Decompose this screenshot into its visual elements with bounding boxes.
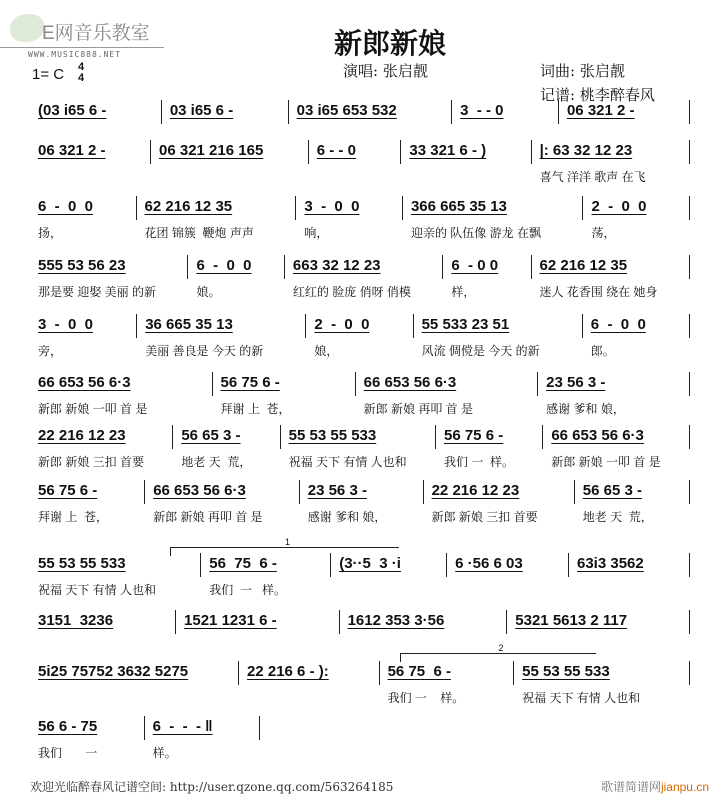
volta-2 bbox=[400, 643, 596, 662]
lyric: 祝福 天下 有情 人也和 bbox=[38, 583, 157, 597]
volta-label: 2 bbox=[498, 643, 504, 653]
measure: 3151 3236 bbox=[30, 610, 176, 634]
measure-column bbox=[30, 196, 137, 240]
lyric: 地老 天 荒， bbox=[181, 455, 252, 469]
score-line bbox=[30, 196, 690, 240]
footer-text: 欢迎光临醉春风记谱空间: http://user.qzone.qq.com/563264185 bbox=[30, 780, 394, 794]
measure-column bbox=[30, 100, 162, 130]
measure-column bbox=[356, 372, 539, 416]
measure: 62 216 12 35 bbox=[137, 196, 297, 220]
measure-column bbox=[145, 480, 300, 524]
measure-column bbox=[30, 314, 137, 358]
measure-column bbox=[137, 314, 306, 358]
measure: 22 216 12 23 bbox=[424, 480, 575, 504]
measure-column bbox=[414, 314, 583, 358]
measure-column bbox=[507, 610, 690, 640]
singer: 演唱: 张启靓 bbox=[343, 62, 428, 80]
measure-column bbox=[331, 553, 447, 597]
measure: 55 53 55 533 bbox=[514, 661, 690, 685]
measure: 6 - 0 0 bbox=[583, 314, 690, 338]
measure-column bbox=[538, 372, 690, 416]
score-line bbox=[30, 716, 260, 760]
logo-text: E网音乐教室 bbox=[42, 23, 150, 44]
lyric: 我们 一 样。 bbox=[387, 691, 465, 705]
watermark bbox=[601, 778, 709, 795]
measure: 66 653 56 6·3 bbox=[543, 425, 690, 449]
measure-column bbox=[452, 100, 559, 130]
measure-column bbox=[213, 372, 356, 416]
measure-column bbox=[559, 100, 690, 130]
measure: 5i25 75752 3632 5275 bbox=[30, 661, 239, 685]
measure: 36 665 35 13 bbox=[137, 314, 306, 338]
measure: 03 i65 6 - bbox=[162, 100, 289, 124]
measure: 23 56 3 - bbox=[538, 372, 690, 396]
measure-column bbox=[436, 425, 543, 469]
measure: 2 - 0 0 bbox=[583, 196, 690, 220]
measure: 2 - 0 0 bbox=[306, 314, 413, 338]
measure: 55 533 23 51 bbox=[414, 314, 583, 338]
measure-column bbox=[401, 140, 531, 184]
lyric: 花团 锦簇 鞭炮 声声 bbox=[144, 226, 254, 240]
measure-column bbox=[296, 196, 403, 240]
measure: 56 75 6 - bbox=[30, 480, 145, 504]
lyric: 娘， bbox=[314, 344, 339, 358]
measure-column bbox=[306, 314, 413, 358]
measure: 56 6 - 75 bbox=[30, 716, 145, 740]
measure: 62 216 12 35 bbox=[532, 255, 690, 279]
measure-column bbox=[30, 610, 176, 640]
score-line bbox=[30, 610, 690, 640]
score-line bbox=[30, 314, 690, 358]
time-sig-top: 4 bbox=[78, 61, 85, 73]
score-line bbox=[30, 661, 690, 705]
lyric: 新郎 新娘 一叩 首 是 bbox=[551, 455, 661, 469]
volta-1 bbox=[170, 537, 399, 556]
divider bbox=[0, 47, 164, 48]
lyric: 喜气 洋洋 歌声 在飞 bbox=[539, 170, 646, 184]
lyric: 拜谢 上 苍， bbox=[38, 510, 109, 524]
measure-column bbox=[201, 553, 331, 597]
measure: 366 665 35 13 bbox=[403, 196, 584, 220]
measure-column bbox=[424, 480, 575, 524]
lyric: 那是要 迎娶 美丽 的新 bbox=[38, 285, 157, 299]
measure-column bbox=[281, 425, 436, 469]
measure: 06 321 216 165 bbox=[151, 140, 309, 164]
lyric: 荡， bbox=[591, 226, 616, 240]
lyric: 新郎 新娘 三扣 首要 bbox=[38, 455, 145, 469]
measure: 56 65 3 - bbox=[173, 425, 280, 449]
measure-column bbox=[137, 196, 297, 240]
measure-column bbox=[340, 610, 508, 640]
score-line bbox=[30, 425, 690, 469]
measure-column bbox=[30, 372, 213, 416]
measure-column bbox=[285, 255, 443, 299]
measure: 06 321 2 - bbox=[30, 140, 151, 164]
measure-column bbox=[532, 140, 690, 184]
lyric: 郎。 bbox=[590, 344, 615, 358]
lyric: 扬， bbox=[38, 226, 63, 240]
transcriber: 记谱: 桃李醉春风 bbox=[540, 86, 655, 104]
measure: 3 - 0 0 bbox=[30, 314, 137, 338]
measure: 33 321 6 - ) bbox=[401, 140, 531, 164]
song-title: 新郎新娘 bbox=[334, 27, 447, 60]
measure-column bbox=[30, 716, 145, 760]
lyric: 红红的 脸庞 俏呀 俏模 bbox=[292, 285, 411, 299]
measure: (3··5 3 ·i bbox=[331, 553, 447, 577]
measure: 6 - 0 0 bbox=[30, 196, 137, 220]
measure: 663 32 12 23 bbox=[285, 255, 443, 279]
composer: 词曲: 张启靓 bbox=[540, 62, 625, 80]
measure: 56 75 6 - bbox=[380, 661, 515, 685]
measure: 66 653 56 6·3 bbox=[356, 372, 539, 396]
site-logo bbox=[6, 10, 166, 48]
lyric: 新郎 新娘 一叩 首 是 bbox=[38, 402, 148, 416]
lyric: 样， bbox=[451, 285, 476, 299]
measure-column bbox=[30, 140, 151, 184]
measure-column bbox=[30, 480, 145, 524]
measure: 6 - - - ‖ bbox=[145, 716, 260, 740]
measure: |: 63 32 12 23 bbox=[532, 140, 690, 164]
measure: 6 - 0 0 bbox=[443, 255, 531, 279]
measure: 66 653 56 6·3 bbox=[145, 480, 300, 504]
measure: 5321 5613 2 117 bbox=[507, 610, 690, 634]
key-signature: 1= C bbox=[32, 66, 65, 83]
measure: 22 216 6 - ): bbox=[239, 661, 380, 685]
watermark-en: jianpu.cn bbox=[660, 780, 709, 794]
lyric: 祝福 天下 有情 人也和 bbox=[288, 455, 407, 469]
measure-column bbox=[447, 553, 569, 597]
measure-column bbox=[239, 661, 380, 705]
measure-column bbox=[173, 425, 280, 469]
measure-column bbox=[443, 255, 531, 299]
measure-column bbox=[575, 480, 690, 524]
measure: 55 53 55 533 bbox=[281, 425, 436, 449]
measure-column bbox=[403, 196, 584, 240]
measure-column bbox=[380, 661, 515, 705]
measure: 6 - 0 0 bbox=[188, 255, 284, 279]
measure-column bbox=[30, 255, 188, 299]
measure-column bbox=[151, 140, 309, 184]
measure-column bbox=[583, 314, 690, 358]
score-line bbox=[30, 372, 690, 416]
lyric: 感谢 爹和 娘， bbox=[546, 402, 625, 416]
measure: 06 321 2 - bbox=[559, 100, 690, 124]
measure: 56 75 6 - bbox=[436, 425, 543, 449]
site-url: WWW.MUSIC888.NET bbox=[28, 50, 122, 59]
measure: 1612 353 3·56 bbox=[340, 610, 508, 634]
lyric: 响， bbox=[304, 226, 329, 240]
measure: 3 - - 0 bbox=[452, 100, 559, 124]
lyric: 迎亲的 队伍像 游龙 在飘 bbox=[410, 226, 541, 240]
lyric: 旁， bbox=[38, 344, 63, 358]
lyric: 娘。 bbox=[196, 285, 221, 299]
watermark-cn: 歌谱简谱网 bbox=[600, 780, 661, 794]
measure: 6 - - 0 bbox=[309, 140, 402, 164]
score-line bbox=[30, 553, 690, 597]
leaf-icon bbox=[10, 14, 44, 42]
lyric: 新郎 新娘 三扣 首要 bbox=[431, 510, 538, 524]
measure-column bbox=[30, 661, 239, 705]
lyric: 样。 bbox=[152, 746, 177, 760]
measure: 03 i65 653 532 bbox=[289, 100, 453, 124]
volta-label: 1 bbox=[285, 537, 291, 547]
measure-column bbox=[188, 255, 284, 299]
measure-column bbox=[289, 100, 453, 130]
lyric: 地老 天 荒， bbox=[582, 510, 653, 524]
lyric: 风流 倜傥是 今天 的新 bbox=[421, 344, 540, 358]
measure-column bbox=[162, 100, 289, 130]
lyric: 我们 一 样。 bbox=[209, 583, 286, 597]
measure: 23 56 3 - bbox=[300, 480, 424, 504]
measure-column bbox=[145, 716, 260, 760]
lyric: 新郎 新娘 再叩 首 是 bbox=[153, 510, 263, 524]
measure-column bbox=[514, 661, 690, 705]
measure-column bbox=[532, 255, 690, 299]
score-line bbox=[30, 255, 690, 299]
time-sig-bottom: 4 bbox=[78, 72, 85, 84]
lyric: 祝福 天下 有情 人也和 bbox=[522, 691, 641, 705]
measure: 56 75 6 - bbox=[201, 553, 331, 577]
lyric: 我们 一 样。 bbox=[443, 455, 514, 469]
score-line bbox=[30, 140, 690, 184]
lyric: 感谢 爹和 娘， bbox=[307, 510, 387, 524]
measure-column bbox=[569, 553, 690, 597]
measure: 63i3 3562 bbox=[569, 553, 690, 577]
lyric: 拜谢 上 苍， bbox=[220, 402, 291, 416]
measure: 56 75 6 - bbox=[213, 372, 356, 396]
measure: 66 653 56 6·3 bbox=[30, 372, 213, 396]
time-signature bbox=[78, 62, 84, 84]
measure-column bbox=[309, 140, 402, 184]
lyric: 新郎 新娘 再叩 首 是 bbox=[363, 402, 474, 416]
measure: 555 53 56 23 bbox=[30, 255, 188, 279]
measure-column bbox=[543, 425, 690, 469]
measure: (03 i65 6 - bbox=[30, 100, 162, 124]
lyric: 迷人 花香围 绕在 她身 bbox=[539, 285, 658, 299]
measure-column bbox=[30, 425, 173, 469]
score-line bbox=[30, 100, 690, 130]
lyric: 我们 一 bbox=[38, 746, 98, 760]
measure: 22 216 12 23 bbox=[30, 425, 173, 449]
measure: 1521 1231 6 - bbox=[176, 610, 340, 634]
lyric: 美丽 善良是 今天 的新 bbox=[145, 344, 264, 358]
measure: 56 65 3 - bbox=[575, 480, 690, 504]
measure: 6 ·56 6 03 bbox=[447, 553, 569, 577]
measure-column bbox=[30, 553, 201, 597]
measure-column bbox=[583, 196, 690, 240]
measure-column bbox=[300, 480, 424, 524]
measure: 3 - 0 0 bbox=[296, 196, 403, 220]
score-line bbox=[30, 480, 690, 524]
measure: 55 53 55 533 bbox=[30, 553, 201, 577]
measure-column bbox=[176, 610, 340, 640]
